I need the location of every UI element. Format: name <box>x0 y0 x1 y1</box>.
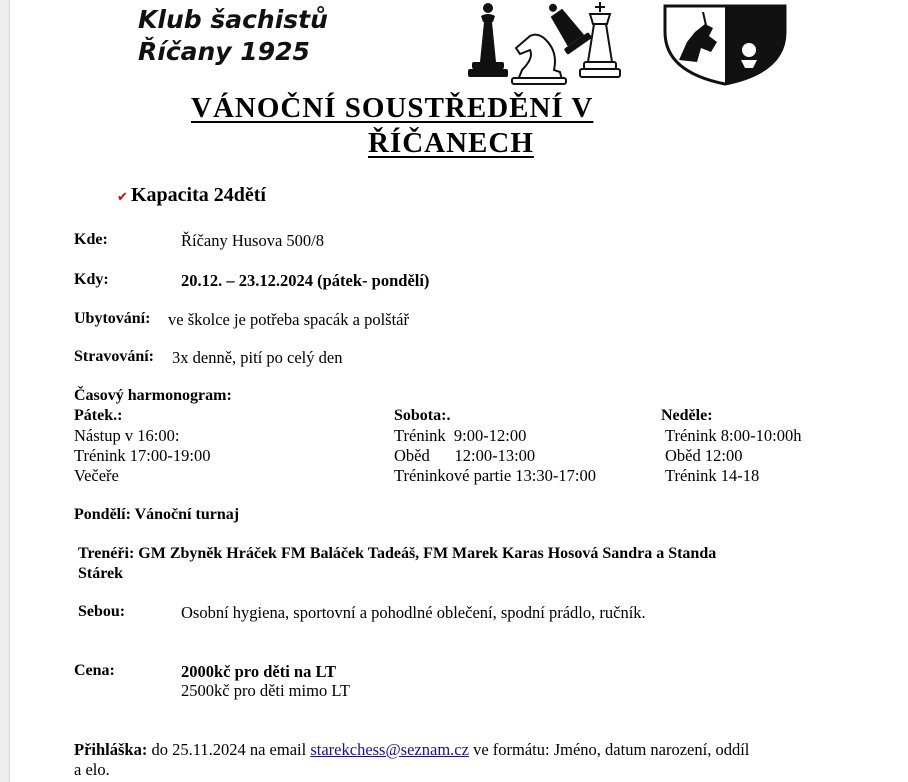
chess-pieces-icon <box>450 0 655 86</box>
schedule-friday-item: Večeře <box>74 466 119 485</box>
schedule-saturday-day: Sobota:. <box>394 407 451 424</box>
bring-label: Sebou: <box>78 603 126 620</box>
when-label: Kdy: <box>74 271 109 288</box>
club-name-line1: Klub šachistů <box>138 5 328 34</box>
schedule-friday-item: Nástup v 16:00: <box>74 426 180 445</box>
meals-label: Stravování: <box>74 348 154 365</box>
schedule-saturday-item: Oběd 12:00-13:00 <box>394 446 536 465</box>
registration-line1 <box>74 740 749 760</box>
capacity-note: Kapacita 24dětí <box>131 184 266 206</box>
schedule-sunday-item: Trénink 14-18 <box>665 466 760 485</box>
trainers-line2: Stárek <box>78 565 124 582</box>
checkmark-bullet-icon: ✔ <box>117 189 128 204</box>
bring-value: Osobní hygiena, sportovní a pohodlné oblečení, spodní prádlo, ručník. <box>181 603 646 622</box>
schedule-sunday-day: Neděle: <box>661 407 713 424</box>
trainers-line1: Trenéři: GM Zbyněk Hráček FM Baláček Tadeáš, FM Marek Karas Hosová Sandra a Standa <box>78 545 717 562</box>
registration-label: Přihláška: <box>74 740 148 759</box>
price-line2: 2500kč pro děti mimo LT <box>181 681 350 700</box>
price-label: Cena: <box>74 662 115 679</box>
price-line1: 2000kč pro děti na LT <box>181 662 336 681</box>
schedule-sunday-item: Oběd 12:00 <box>665 446 743 465</box>
registration-line2: a elo. <box>74 760 110 779</box>
schedule-friday-day: Pátek.: <box>74 407 123 424</box>
when-value: 20.12. – 23.12.2024 (pátek- pondělí) <box>181 271 430 290</box>
schedule-friday-item: Trénink 17:00-19:00 <box>74 446 211 465</box>
registration-format: ve formátu: Jméno, datum narození, oddíl <box>468 740 750 759</box>
knight-crest-icon <box>661 2 789 86</box>
schedule-sunday-item: Trénink 8:00-10:00h <box>665 426 802 445</box>
meals-value: 3x denně, pití po celý den <box>172 348 343 367</box>
club-name <box>138 4 328 68</box>
accommodation-label: Ubytování: <box>74 310 151 327</box>
where-label: Kde: <box>74 231 108 248</box>
where-value: Říčany Husova 500/8 <box>181 231 324 250</box>
registration-deadline: do 25.11.2024 na email <box>151 740 307 759</box>
page-title-line1: VÁNOČNÍ SOUSTŘEDĚNÍ V <box>191 92 594 124</box>
page-title-line2: ŘÍČANECH <box>368 127 534 159</box>
schedule-saturday-item: Tréninkové partie 13:30-17:00 <box>394 466 596 485</box>
page-margin-bar <box>0 0 10 782</box>
registration-email-link[interactable]: starekchess@seznam.cz <box>310 740 469 759</box>
schedule-saturday-item: Trénink 9:00-12:00 <box>394 426 527 445</box>
schedule-heading: Časový harmonogram: <box>74 387 232 404</box>
club-name-line2: Říčany 1925 <box>138 37 310 66</box>
accommodation-value: ve školce je potřeba spacák a polštář <box>168 310 409 329</box>
monday-note: Pondělí: Vánoční turnaj <box>74 506 240 523</box>
